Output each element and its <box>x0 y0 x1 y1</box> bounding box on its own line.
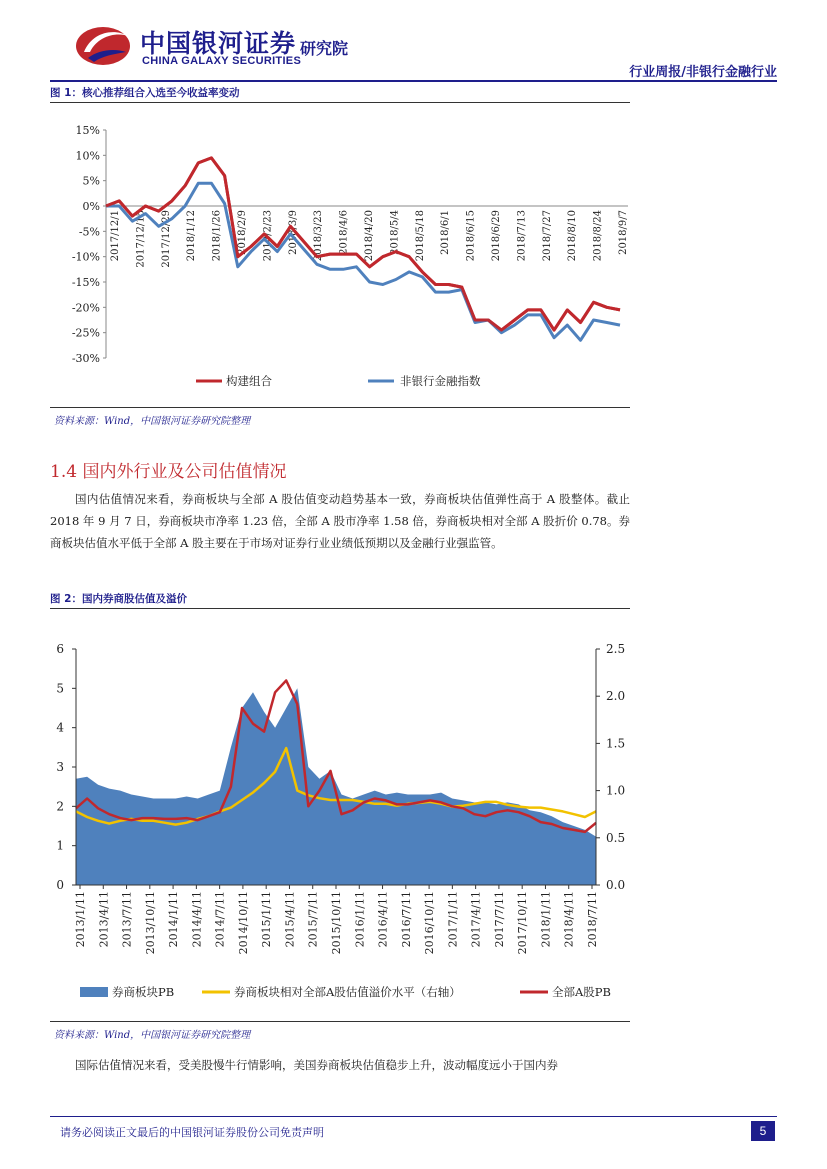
figure-2-bottom-rule <box>50 1021 630 1022</box>
y-tick-label: -25% <box>71 326 100 340</box>
figure-2-top-rule <box>50 608 630 609</box>
x-tick-label: 2018/4/20 <box>364 210 375 262</box>
x-tick-label: 2018/6/29 <box>491 210 502 262</box>
x-tick-label: 2016/7/11 <box>399 891 413 948</box>
x-tick-label: 2016/1/11 <box>353 891 367 948</box>
right-tick-label: 2.0 <box>606 689 626 704</box>
right-tick-label: 0.5 <box>606 830 626 845</box>
legend-label: 非银行金融指数 <box>400 374 481 388</box>
x-tick-label: 2014/10/11 <box>236 891 250 955</box>
logo-icon <box>74 22 132 68</box>
y-tick-label: -20% <box>71 301 100 315</box>
legend-label: 券商板块相对全部A股估值溢价水平（右轴） <box>234 985 461 999</box>
legend-label: 券商板块PB <box>112 985 175 999</box>
right-tick-label: 2.5 <box>606 642 626 656</box>
x-tick-label: 2018/2/23 <box>262 210 274 262</box>
series-area-1 <box>76 688 596 885</box>
footer-disclaimer: 请务必阅读正文最后的中国银河证券股份公司免责声明 <box>60 1126 324 1139</box>
y-tick-label: 0% <box>82 200 100 213</box>
y-tick-label: 5% <box>82 174 100 188</box>
section-heading: 1.4 国内外行业及公司估值情况 <box>50 462 287 482</box>
left-tick-label: 6 <box>56 642 64 656</box>
left-tick-label: 1 <box>56 838 64 853</box>
x-tick-label: 2015/4/11 <box>283 891 297 948</box>
x-tick-label: 2018/7/13 <box>516 210 528 262</box>
x-tick-label: 2018/6/1 <box>440 210 452 255</box>
x-tick-label: 2018/1/26 <box>211 210 223 262</box>
legend-label: 构建组合 <box>226 374 272 388</box>
page-number: 5 <box>751 1121 775 1141</box>
x-tick-label: 2018/2/9 <box>237 210 248 255</box>
x-tick-label: 2018/6/15 <box>465 210 477 262</box>
x-tick-label: 2018/3/23 <box>313 210 325 262</box>
left-tick-label: 4 <box>56 720 64 735</box>
legend-swatch <box>80 987 108 997</box>
right-tick-label: 0.0 <box>606 878 626 892</box>
x-tick-label: 2018/7/27 <box>541 210 553 262</box>
x-tick-label: 2018/5/18 <box>414 210 426 262</box>
x-tick-label: 2017/4/11 <box>469 891 483 948</box>
x-tick-label: 2013/1/11 <box>74 891 87 948</box>
figure-2-source: 资料来源：Wind，中国银河证券研究院整理 <box>54 1030 251 1041</box>
figure-1-source: 资料来源：Wind，中国银河证券研究院整理 <box>54 416 251 427</box>
left-tick-label: 2 <box>56 799 64 814</box>
x-tick-label: 2014/1/11 <box>167 891 181 948</box>
x-tick-label: 2013/7/11 <box>120 891 134 948</box>
y-tick-label: -10% <box>71 250 100 264</box>
x-tick-label: 2017/7/11 <box>492 891 506 948</box>
x-tick-label: 2018/1/12 <box>186 210 198 262</box>
x-tick-label: 2018/4/6 <box>338 210 350 255</box>
report-type-label: 行业周报/非银行金融行业 <box>629 65 777 80</box>
x-tick-label: 2018/1/11 <box>539 891 553 948</box>
x-tick-label: 2017/10/11 <box>516 891 530 955</box>
left-tick-label: 5 <box>56 681 64 696</box>
x-tick-label: 2018/8/24 <box>592 210 604 262</box>
footer-divider <box>50 1116 777 1117</box>
figure-2-title: 图 2：国内券商股估值及溢价 <box>50 593 187 605</box>
y-tick-label: -30% <box>71 352 100 365</box>
y-tick-label: 10% <box>75 149 100 163</box>
x-tick-label: 2013/10/11 <box>143 891 157 955</box>
x-tick-label: 2017/12/1 <box>110 210 121 262</box>
x-tick-label: 2013/4/11 <box>97 891 111 948</box>
figure-2-chart <box>50 615 630 1015</box>
left-tick-label: 3 <box>56 760 64 774</box>
x-tick-label: 2018/7/11 <box>586 891 599 948</box>
left-tick-label: 0 <box>56 878 64 892</box>
x-tick-label: 2015/7/11 <box>306 891 320 948</box>
legend-label: 全部A股PB <box>552 985 611 999</box>
header-divider <box>50 80 777 82</box>
figure-1-top-rule <box>50 102 630 103</box>
x-tick-label: 2016/10/11 <box>423 891 437 955</box>
body-paragraph-2: 国际估值情况来看，受美股慢牛行情影响，美国券商板块估值稳步上升，波动幅度远小于国内券 <box>75 1058 558 1072</box>
x-tick-label: 2015/1/11 <box>260 891 274 948</box>
x-tick-label: 2017/1/11 <box>446 891 460 948</box>
y-tick-label: 15% <box>75 124 100 137</box>
x-tick-label: 2018/9/7 <box>618 210 629 255</box>
x-tick-label: 2017/12/29 <box>160 210 172 268</box>
x-tick-label: 2017/12/15 <box>135 210 147 268</box>
x-tick-label: 2018/4/11 <box>562 891 576 948</box>
body-paragraph-1: 国内估值情况来看，券商板块与全部 A 股估值变动趋势基本一致，券商板块估值弹性高于 A 股整体。截止 2018 年 9 月 7 日，券商板块市净率 1.23 倍，全部 A 股市净率 1.58 倍，券商板块相对全部 A 股折价 0.78。券商板块估值水平低于全部 A 股主要在于市场对证券行业业绩低预期以及金融行业强监管。 <box>50 492 630 550</box>
x-tick-label: 2016/4/11 <box>376 891 390 948</box>
x-tick-label: 2018/8/10 <box>567 210 579 262</box>
right-tick-label: 1.5 <box>606 736 626 751</box>
brand-name-en: CHINA GALAXY SECURITIES <box>142 55 302 67</box>
figure-1-title: 图 1：核心推荐组合入选至今收益率变动 <box>50 87 240 99</box>
figure-1-chart <box>50 110 630 400</box>
x-tick-label: 2015/10/11 <box>330 891 343 955</box>
x-tick-label: 2014/4/11 <box>190 891 204 948</box>
x-tick-label: 2014/7/11 <box>213 891 227 948</box>
x-tick-label: 2018/5/4 <box>389 210 401 255</box>
y-tick-label: -5% <box>78 225 100 239</box>
right-tick-label: 1.0 <box>606 783 626 798</box>
y-tick-label: -15% <box>71 276 100 289</box>
figure-1-bottom-rule <box>50 407 630 408</box>
institute-label: 研究院 <box>300 39 349 58</box>
x-tick-label: 2018/3/9 <box>287 210 299 255</box>
brand-name-cn: 中国银河证券 <box>140 29 297 58</box>
